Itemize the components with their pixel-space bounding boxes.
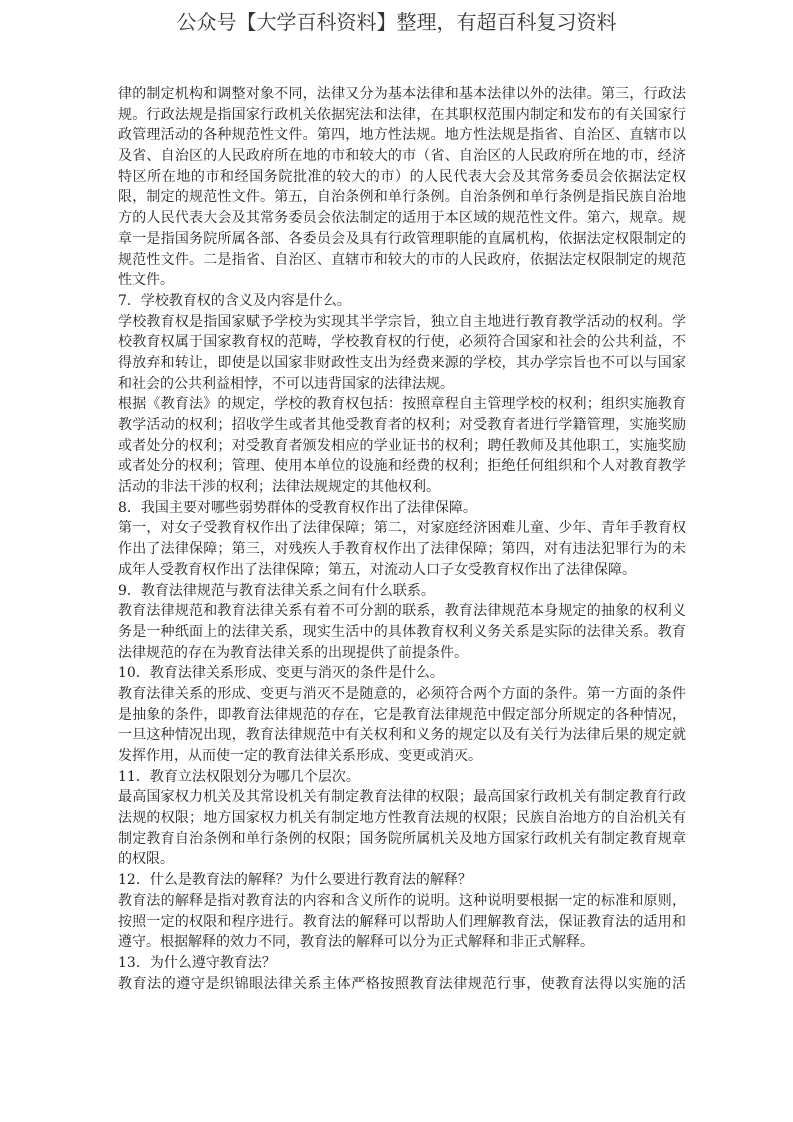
text-line: 第一，对女子受教育权作出了法律保障；第二，对家庭经济困难儿童、少年、青年手教育权 bbox=[118, 520, 686, 537]
text-line: 政管理活动的各种规范性文件。第四，地方性法规。地方性法规是指省、自治区、直辖市以 bbox=[118, 127, 686, 144]
text-line: 13．为什么遵守教育法？ bbox=[118, 954, 276, 971]
text-line: 7．学校教育权的含义及内容是什么。 bbox=[118, 292, 351, 309]
text-line: 得放弃和转让，即使是以国家非财政性支出为经费来源的学校，其办学宗旨也不可以与国家 bbox=[118, 354, 686, 371]
text-line: 及省、自治区的人民政府所在地的市和较大的市（省、自治区的人民政府所在地的市，经济 bbox=[118, 148, 686, 165]
text-line: 或者处分的权利；对受教育者颁发相应的学业证书的权利；聘任教师及其他职工，实施奖励 bbox=[118, 437, 686, 454]
text-line: 最高国家权力机关及其常设机关有制定教育法律的权限；最高国家行政机关有制定教育行政 bbox=[118, 789, 686, 806]
text-line: 制定教育自治条例和单行条例的权限；国务院所属机关及地方国家行政机关有制定教育规章 bbox=[118, 830, 686, 847]
text-line: 教育法的遵守是织锦眼法律关系主体严格按照教育法律规范行事，使教育法得以实施的活 bbox=[118, 975, 686, 992]
text-line: 的权限。 bbox=[118, 851, 174, 868]
answer-paragraph bbox=[118, 684, 686, 767]
text-line: 法规的权限；地方国家权力机关有制定地方性教育法规的权限；民族自治地方的自治机关有 bbox=[118, 810, 686, 827]
text-line: 教育法律规范和教育法律关系有着不可分割的联系，教育法律规范本身规定的抽象的权利义 bbox=[118, 603, 686, 620]
question-heading bbox=[118, 663, 686, 684]
answer-paragraph bbox=[118, 394, 686, 497]
text-line: 章一是指国务院所属各部、各委员会及具有行政管理职能的直属机构，依据法定权限制定的 bbox=[118, 230, 686, 247]
text-line: 按照一定的权限和程序进行。教育法的解释可以帮助人们理解教育法，保证教育法的适用和 bbox=[118, 913, 686, 930]
text-line: 和社会的公共利益相悖，不可以违背国家的法律法规。 bbox=[118, 375, 454, 392]
text-line: 10．教育法律关系形成、变更与消灭的条件是什么。 bbox=[118, 665, 444, 682]
page-header-watermark: 公众号【大学百科资料】整理，有超百科复习资料 bbox=[176, 10, 617, 34]
text-line: 教育法的解释是指对教育法的内容和含义所作的说明。这种说明要根据一定的标准和原则， bbox=[118, 892, 686, 909]
text-line: 遵守。根据解释的效力不同，教育法的解释可以分为正式解释和非正式解释。 bbox=[118, 934, 594, 951]
text-line: 或者处分的权利；管理、使用本单位的设施和经费的权利；拒绝任何组织和个人对教育教学 bbox=[118, 458, 686, 475]
text-line: 律的制定机构和调整对象不同，法律又分为基本法律和基本法律以外的法律。第三，行政法 bbox=[118, 86, 686, 102]
text-line: 校教育权属于国家教育权的范畴，学校教育权的行使，必须符合国家和社会的公共利益，不 bbox=[118, 334, 686, 351]
text-line: 务是一种纸面上的法律关系，现实生活中的具体教育权利义务关系是实际的法律关系。教育 bbox=[118, 623, 686, 640]
answer-paragraph bbox=[118, 891, 686, 953]
text-line: 成年人受教育权作出了法律保障；第五，对流动人口子女受教育权作出了法律保障。 bbox=[118, 561, 636, 578]
text-line: 学校教育权是指国家赋予学校为实现其半学宗旨，独立自主地进行教育教学活动的权利。学 bbox=[118, 313, 686, 330]
text-line: 作出了法律保障；第三，对残疾人手教育权作出了法律保障；第四，对有违法犯罪行为的未 bbox=[118, 541, 686, 558]
text-line: 方的人民代表大会及其常务委员会依法制定的适用于本区域的规范性文件。第六，规章。规 bbox=[118, 210, 686, 227]
text-line: 教学活动的权利；招收学生或者其他受教育者的权利；对受教育者进行学籍管理，实施奖励 bbox=[118, 417, 686, 433]
text-line: 规范性文件。二是指省、自治区、直辖市和较大的市的人民政府，依据法定权限制定的规范 bbox=[118, 251, 686, 268]
text-line: 根据《教育法》的规定，学校的教育权包括：按照章程自主管理学校的权利；组织实施教育 bbox=[118, 396, 686, 413]
text-line: 法律规范的存在为教育法律关系的出现提供了前提条件。 bbox=[118, 644, 468, 661]
question-heading bbox=[118, 498, 686, 519]
text-line: 活动的非法干涉的权利；法律法规规定的其他权利。 bbox=[118, 479, 440, 496]
question-heading bbox=[118, 767, 686, 788]
document-body bbox=[118, 84, 686, 994]
text-line: 是抽象的条件，即教育法律规范的存在，它是教育法律规范中假定部分所规定的各种情况， bbox=[118, 706, 686, 723]
answer-paragraph bbox=[118, 312, 686, 395]
text-line: 规。行政法规是指国家行政机关依据宪法和法律，在其职权范围内制定和发布的有关国家行 bbox=[118, 106, 686, 123]
answer-paragraph bbox=[118, 974, 686, 995]
answer-paragraph bbox=[118, 787, 686, 870]
text-line: 9．教育法律规范与教育法律关系之间有什么联系。 bbox=[118, 582, 435, 599]
question-heading bbox=[118, 291, 686, 312]
question-heading bbox=[118, 870, 686, 891]
text-line: 11．教育立法权限划分为哪几个层次。 bbox=[118, 768, 360, 785]
question-heading bbox=[118, 953, 686, 974]
answer-paragraph bbox=[118, 518, 686, 580]
text-line: 8．我国主要对哪些弱势群体的受教育权作出了法律保障。 bbox=[118, 499, 477, 516]
text-line: 特区所在地的市和经国务院批准的较大的市）的人民代表大会及其常务委员会依据法定权 bbox=[118, 168, 686, 185]
text-line: 一旦这种情况出现，教育法律规范中有关权利和义务的规定以及有关行为法律后果的规定就 bbox=[118, 727, 686, 744]
answer-paragraph bbox=[118, 84, 686, 291]
text-line: 12．什么是教育法的解释？为什么要进行教育法的解释？ bbox=[118, 872, 472, 889]
question-heading bbox=[118, 581, 686, 602]
answer-paragraph bbox=[118, 601, 686, 663]
text-line: 发挥作用，从而使一定的教育法律关系形成、变更或消灭。 bbox=[118, 748, 482, 764]
text-line: 教育法律关系的形成、变更与消灭不是随意的，必须符合两个方面的条件。第一方面的条件 bbox=[118, 685, 686, 702]
text-line: 限，制定的规范性文件。第五，自治条例和单行条例。自治条例和单行条例是指民族自治地 bbox=[118, 189, 686, 206]
text-line: 性文件。 bbox=[118, 272, 174, 289]
